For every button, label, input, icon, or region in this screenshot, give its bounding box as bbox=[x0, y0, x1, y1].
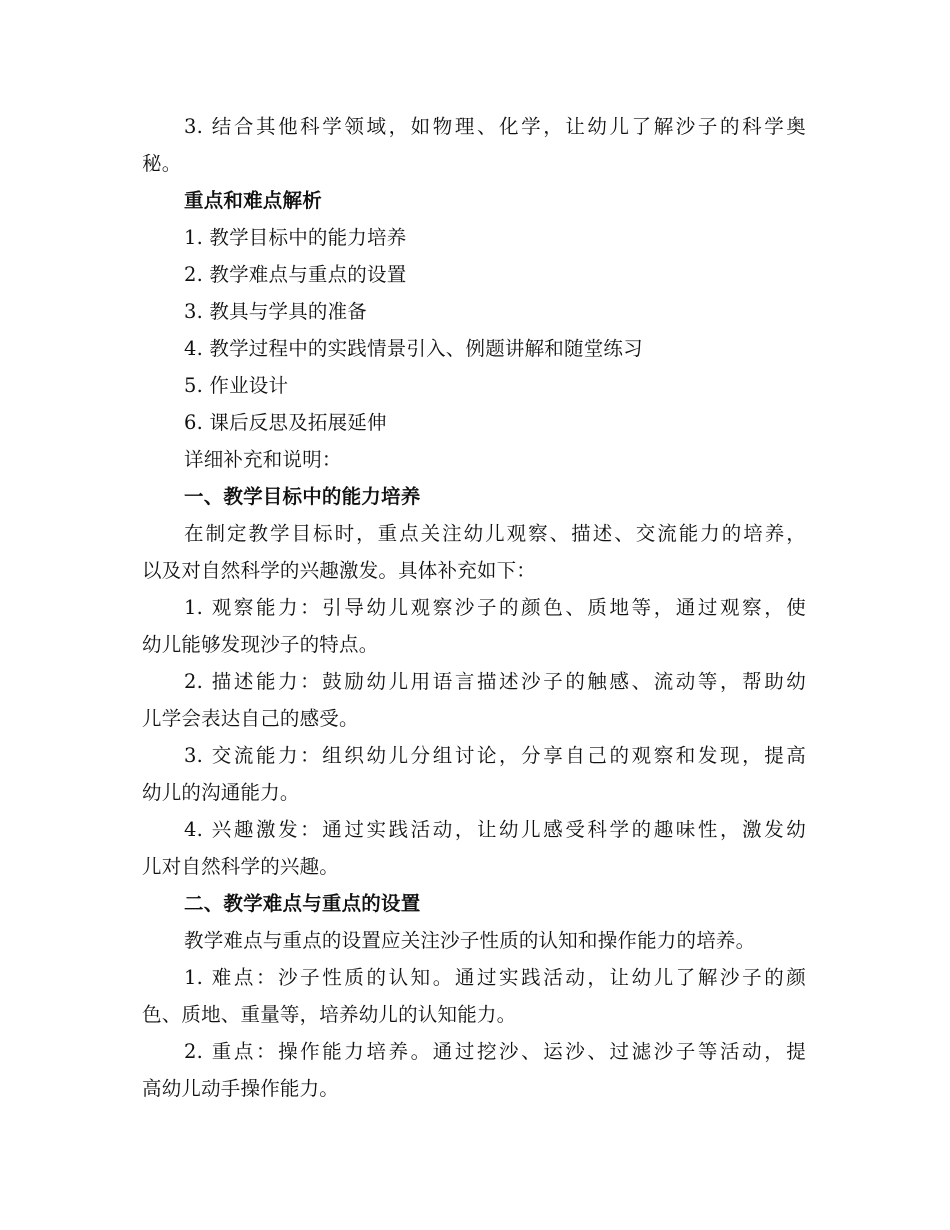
list-item: 4. 教学过程中的实践情景引入、例题讲解和随堂练习 bbox=[184, 337, 643, 360]
text-line: 色、质地、重量等，培养幼儿的认知能力。 bbox=[142, 1003, 517, 1026]
text-line: 幼儿的沟通能力。 bbox=[142, 781, 300, 804]
text-line: 1. 观察能力：引导幼儿观察沙子的颜色、质地等，通过观察，使 bbox=[184, 596, 806, 619]
section-heading: 重点和难点解析 bbox=[184, 189, 322, 212]
text-line: 在制定教学目标时，重点关注幼儿观察、描述、交流能力的培养， bbox=[184, 522, 806, 545]
text-line: 儿学会表达自己的感受。 bbox=[142, 707, 359, 730]
text-line: 高幼儿动手操作能力。 bbox=[142, 1077, 340, 1100]
text-line: 1. 难点：沙子性质的认知。通过实践活动，让幼儿了解沙子的颜 bbox=[184, 966, 806, 989]
list-item: 3. 教具与学具的准备 bbox=[184, 300, 368, 323]
text-line: 幼儿能够发现沙子的特点。 bbox=[142, 633, 379, 656]
text-line: 4. 兴趣激发：通过实践活动，让幼儿感受科学的趣味性，激发幼 bbox=[184, 818, 806, 841]
section-heading: 二、教学难点与重点的设置 bbox=[184, 892, 421, 915]
text-line: 2. 描述能力：鼓励幼儿用语言描述沙子的触感、流动等，帮助幼 bbox=[184, 670, 806, 693]
text-line: 3. 交流能力：组织幼儿分组讨论，分享自己的观察和发现，提高 bbox=[184, 744, 806, 767]
section-heading: 一、教学目标中的能力培养 bbox=[184, 485, 421, 508]
text-line: 3. 结合其他科学领域，如物理、化学，让幼儿了解沙子的科学奥 bbox=[184, 115, 806, 138]
text-line: 儿对自然科学的兴趣。 bbox=[142, 855, 340, 878]
list-item: 1. 教学目标中的能力培养 bbox=[184, 226, 407, 249]
list-item: 2. 教学难点与重点的设置 bbox=[184, 263, 407, 286]
text-line: 教学难点与重点的设置应关注沙子性质的认知和操作能力的培养。 bbox=[184, 929, 756, 952]
document-body bbox=[142, 108, 806, 1107]
text-line: 2. 重点：操作能力培养。通过挖沙、运沙、过滤沙子等活动，提 bbox=[184, 1040, 806, 1063]
list-item: 5. 作业设计 bbox=[184, 374, 289, 397]
text-line: 详细补充和说明： bbox=[184, 448, 342, 471]
text-line: 以及对自然科学的兴趣激发。具体补充如下： bbox=[142, 559, 537, 582]
list-item: 6. 课后反思及拓展延伸 bbox=[184, 411, 387, 434]
text-line: 秘。 bbox=[142, 152, 182, 175]
